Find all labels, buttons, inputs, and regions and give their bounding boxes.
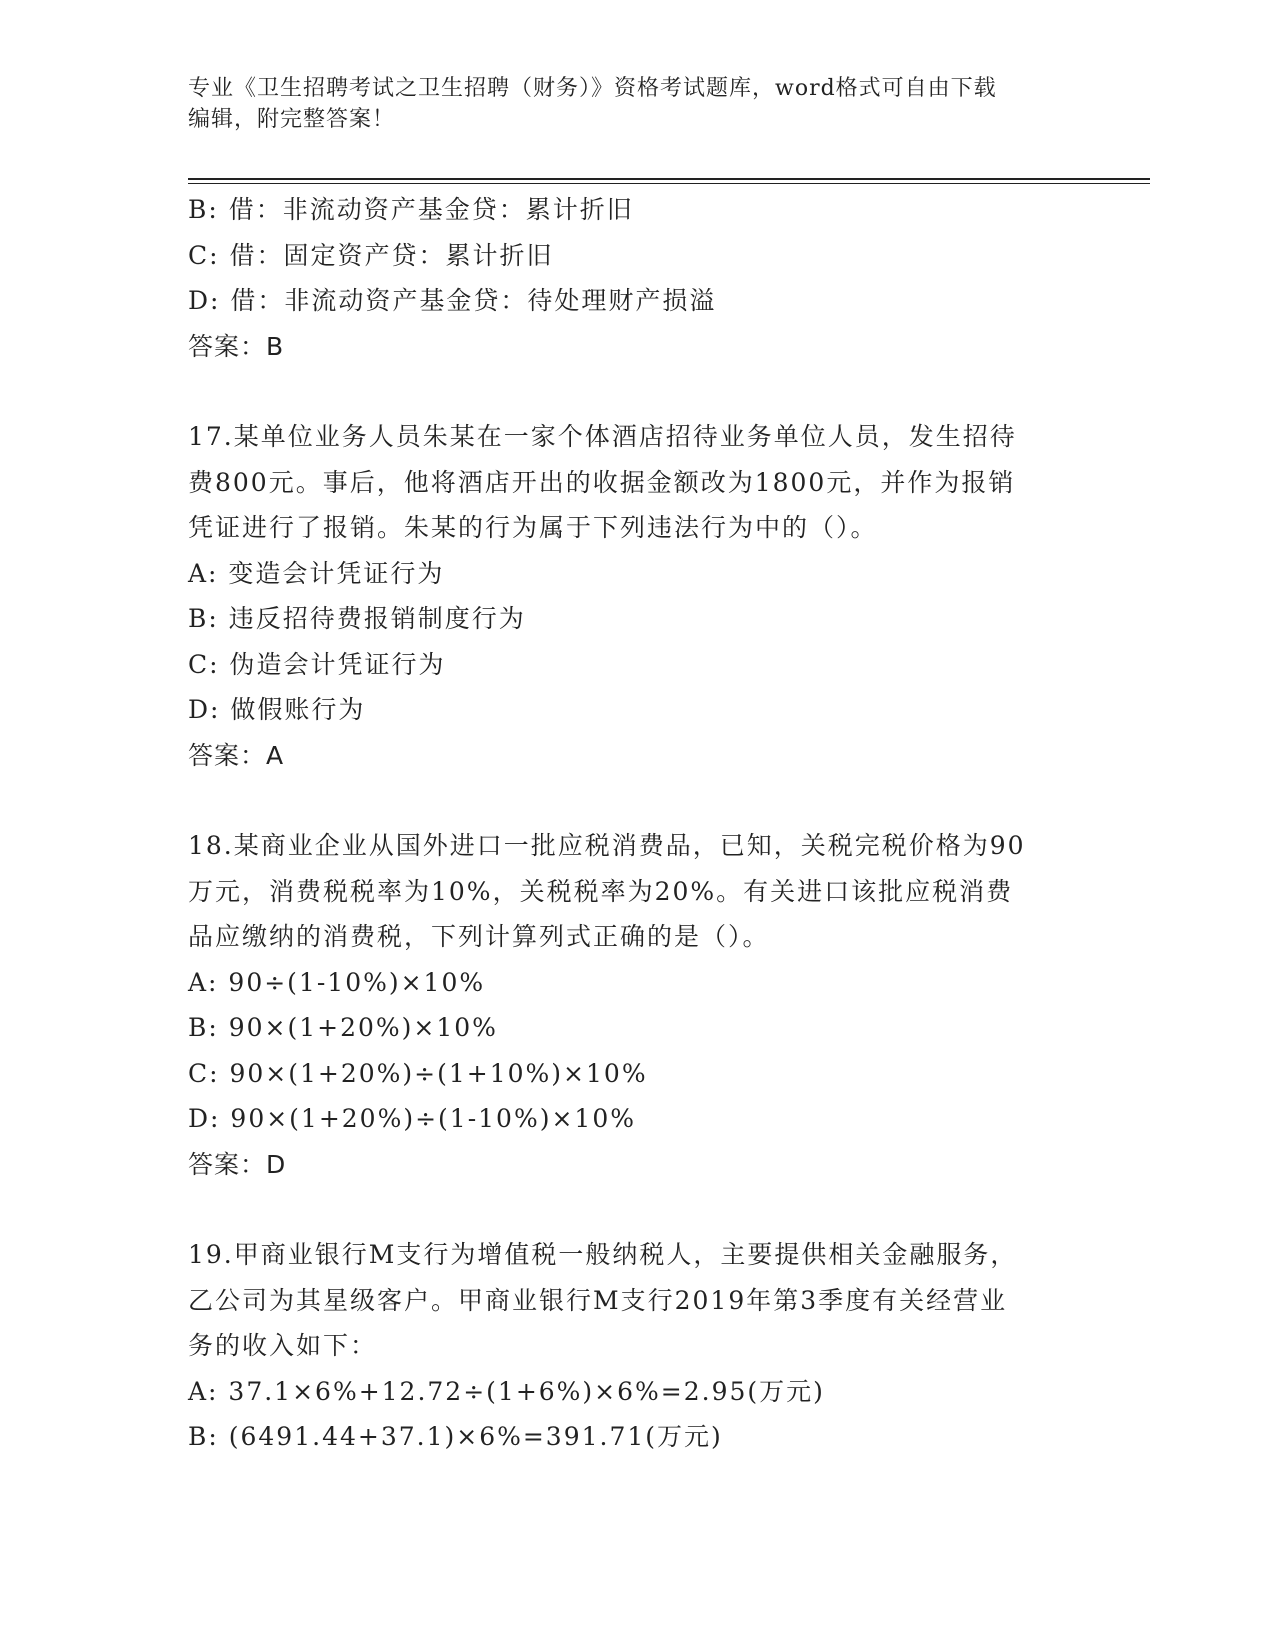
answer-label: 答案：A	[188, 740, 285, 770]
option-d: D: 借：非流动资产基金贷：待处理财产损溢	[188, 286, 717, 315]
answer-label: 答案：B	[188, 331, 285, 361]
spacer	[188, 369, 1078, 414]
document-body	[188, 187, 1078, 1460]
question-text-line: 17.某单位业务人员朱某在一家个体酒店招待业务单位人员，发生招待	[188, 422, 1017, 451]
option-a: A: 变造会计凭证行为	[188, 558, 445, 588]
question-17	[188, 414, 1078, 778]
question-18	[188, 823, 1078, 1187]
header-line-1: 专业《卫生招聘考试之卫生招聘（财务）》资格考试题库，word格式可自由下载	[188, 76, 997, 101]
option-d: D: 90×(1+20%)÷(1-10%)×10%	[188, 1104, 636, 1133]
option-c: C: 借：固定资产贷：累计折旧	[188, 240, 554, 270]
question-text-line: 19.甲商业银行M支行为增值税一般纳税人，主要提供相关金融服务，	[188, 1240, 1018, 1269]
option-b: B: 90×(1+20%)×10%	[188, 1013, 498, 1042]
answer-label: 答案：D	[188, 1149, 287, 1179]
question-text-line: 务的收入如下：	[188, 1331, 378, 1360]
question-19	[188, 1232, 1078, 1460]
option-a: A: 37.1×6%+12.72÷(1+6%)×6%=2.95(万元)	[188, 1376, 825, 1406]
spacer	[188, 778, 1078, 823]
option-c: C: 90×(1+20%)÷(1+10%)×10%	[188, 1058, 648, 1088]
option-b: B: 违反招待费报销制度行为	[188, 604, 526, 633]
question-text-line: 品应缴纳的消费税，下列计算列式正确的是（）。	[188, 922, 770, 951]
spacer	[188, 1187, 1078, 1232]
question-text-line: 凭证进行了报销。朱某的行为属于下列违法行为中的（）。	[188, 513, 878, 542]
option-b: B: 借：非流动资产基金贷：累计折旧	[188, 195, 634, 224]
option-c: C: 伪造会计凭证行为	[188, 649, 446, 679]
option-a: A: 90÷(1-10%)×10%	[188, 967, 486, 997]
header-divider-thin	[188, 183, 1150, 184]
header-divider-thick	[188, 178, 1150, 180]
question-text-line: 费800元。事后，他将酒店开出的收据金额改为1800元，并作为报销	[188, 467, 1016, 497]
question-text-line: 万元，消费税税率为10%，关税税率为20%。有关进口该批应税消费	[188, 876, 1014, 906]
option-b: B: (6491.44+37.1)×6%=391.71(万元)	[188, 1422, 723, 1451]
document-header	[188, 73, 1088, 135]
question-text-line: 乙公司为其星级客户。甲商业银行M支行2019年第3季度有关经营业	[188, 1285, 1008, 1315]
option-d: D: 做假账行为	[188, 695, 366, 724]
question-text-line: 18.某商业企业从国外进口一批应税消费品，已知，关税完税价格为90	[188, 831, 1026, 860]
header-line-2: 编辑，附完整答案！	[188, 107, 396, 132]
question-16-continuation	[188, 187, 1078, 369]
